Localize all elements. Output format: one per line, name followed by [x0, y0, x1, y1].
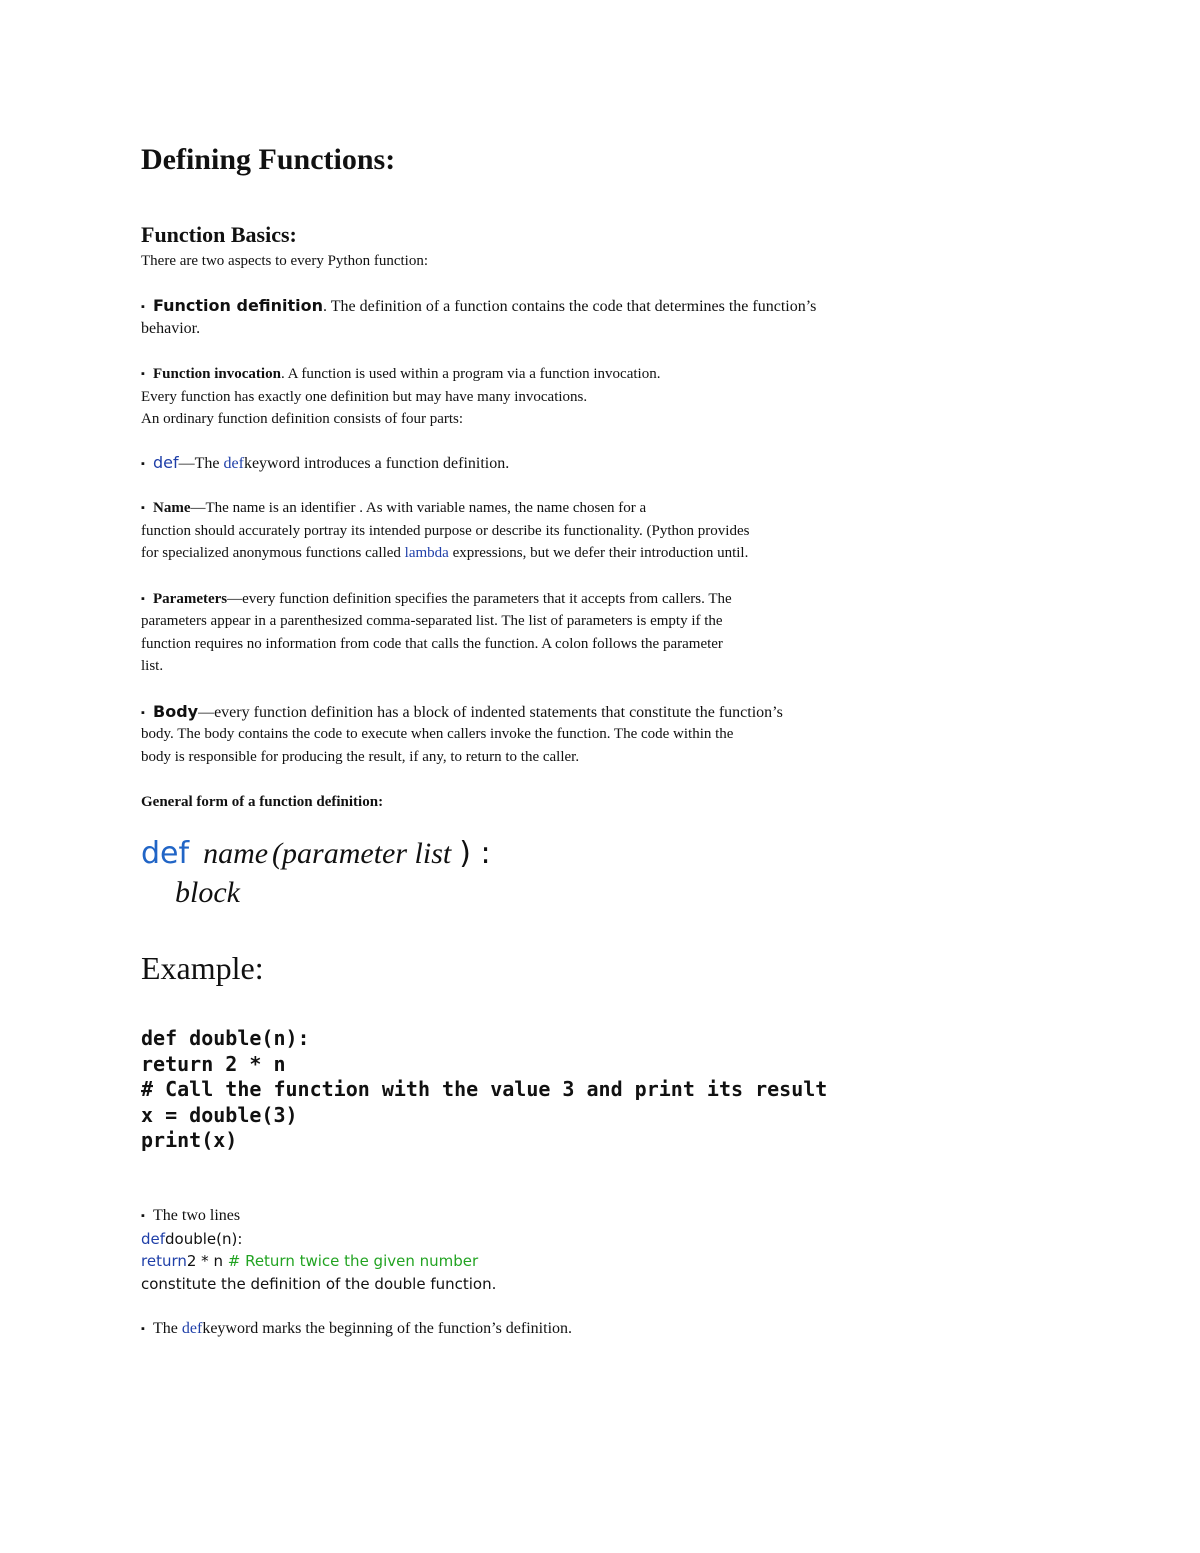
part-parameters-line2: parameters appear in a parenthesized comma-separated list. The list of parameters is empty if the	[141, 613, 723, 630]
part-def-dash: —The	[178, 455, 224, 472]
code-line: print(x)	[141, 1128, 238, 1153]
term-body: Body	[153, 701, 199, 721]
note-marks	[141, 1318, 572, 1341]
aspect-definition	[141, 295, 816, 318]
bullet-icon: ▪	[141, 502, 145, 515]
part-def-text: keyword introduces a function definition.	[243, 455, 510, 472]
part-parameters	[141, 588, 783, 611]
note-marks-a: The	[153, 1319, 182, 1337]
bullet-icon: ▪	[141, 367, 145, 380]
part-body-line2: body. The body contains the code to execute when callers invoke the function. The code within the	[141, 726, 734, 743]
def-keyword-inline: def	[223, 455, 244, 472]
part-body-line3: body is responsible for producing the result, if any, to return to the caller.	[141, 748, 580, 765]
part-parameters-line1: —every function definition specifies the parameters that it accepts from callers. The	[227, 590, 732, 607]
part-name	[141, 497, 783, 520]
code-line: # Call the function with the value 3 and print its result	[141, 1077, 828, 1102]
aspect-invocation-text: . A function is used within a program via a function invocation.	[280, 365, 661, 382]
general-block: block	[175, 876, 240, 909]
bullet-icon: ▪	[141, 458, 145, 470]
aspect-definition-text: . The definition of a function contains the code that determines the function’s	[323, 298, 817, 316]
code-line: return 2 * n	[141, 1051, 286, 1076]
every-function-text: Every function has exactly one definition but may have many invocations.	[141, 388, 588, 405]
term-function-invocation: Function invocation	[153, 365, 281, 382]
general-form-line1	[141, 836, 491, 871]
note-return-comment: # Return twice the given number	[227, 1252, 479, 1271]
code-line: x = double(3)	[141, 1102, 298, 1127]
general-form-heading: General form of a function definition:	[141, 793, 384, 810]
general-close: ) :	[459, 836, 491, 871]
general-name: name	[203, 837, 269, 870]
part-name-line1: —The name is an identifier . As with variable names, the name chosen for a	[190, 500, 647, 517]
note-return-rest: 2 * n	[186, 1252, 228, 1271]
section-heading-function-basics: Function Basics:	[141, 222, 297, 247]
def-keyword: def	[141, 1229, 166, 1248]
part-body-line1: —every function definition has a block of indented statements that constitute the function’s	[198, 703, 783, 721]
general-def-keyword: def	[141, 836, 190, 871]
note-constitute: constitute the definition of the double function.	[141, 1274, 497, 1293]
bullet-icon: ▪	[141, 592, 145, 605]
parts-block	[141, 452, 783, 814]
term-name: Name	[153, 500, 191, 517]
ordinary-definition-text: An ordinary function definition consists of four parts:	[141, 411, 464, 428]
part-body	[141, 701, 783, 724]
part-def	[141, 452, 783, 475]
part-name-line3a: for specialized anonymous functions called	[141, 545, 405, 562]
term-function-definition: Function definition	[153, 296, 324, 316]
note-marks-b: keyword marks the beginning of the function’s definition.	[202, 1319, 573, 1337]
part-name-line3	[141, 542, 783, 565]
part-name-line2: function should accurately portray its intended purpose or describe its functionality. (Python provides	[141, 522, 750, 539]
basics-intro: There are two aspects to every Python function:	[141, 253, 428, 269]
aspect-definition-text2: behavior.	[141, 319, 201, 337]
return-keyword: return	[141, 1252, 187, 1271]
def-keyword: def	[153, 453, 179, 472]
page-title: Defining Functions:	[141, 143, 396, 176]
general-params: (parameter list	[272, 837, 452, 870]
note-def-line	[141, 1228, 572, 1251]
def-keyword-inline: def	[181, 1319, 203, 1337]
example-heading: Example:	[141, 950, 264, 986]
bullet-icon: ▪	[141, 706, 145, 719]
example-code	[141, 1026, 827, 1154]
code-line: def double(n):	[141, 1026, 310, 1050]
bullet-icon: ▪	[141, 1210, 145, 1222]
basics-block	[141, 250, 816, 431]
note-def-rest: double(n):	[165, 1229, 243, 1248]
bullet-icon: ▪	[141, 301, 145, 314]
notes-block	[141, 1205, 572, 1341]
part-parameters-line3: function requires no information from code that calls the function. A colon follows the parameter	[141, 635, 723, 652]
note-return-line	[141, 1250, 572, 1273]
term-parameters: Parameters	[153, 590, 228, 607]
part-name-line3b: expressions, but we defer their introduction until.	[448, 545, 749, 562]
note-two-lines	[141, 1205, 572, 1228]
bullet-icon: ▪	[141, 1322, 145, 1335]
aspect-invocation	[141, 363, 816, 386]
lambda-keyword: lambda	[404, 545, 449, 562]
part-parameters-line4: list.	[141, 658, 164, 675]
note-two-lines-text: The two lines	[153, 1207, 241, 1224]
